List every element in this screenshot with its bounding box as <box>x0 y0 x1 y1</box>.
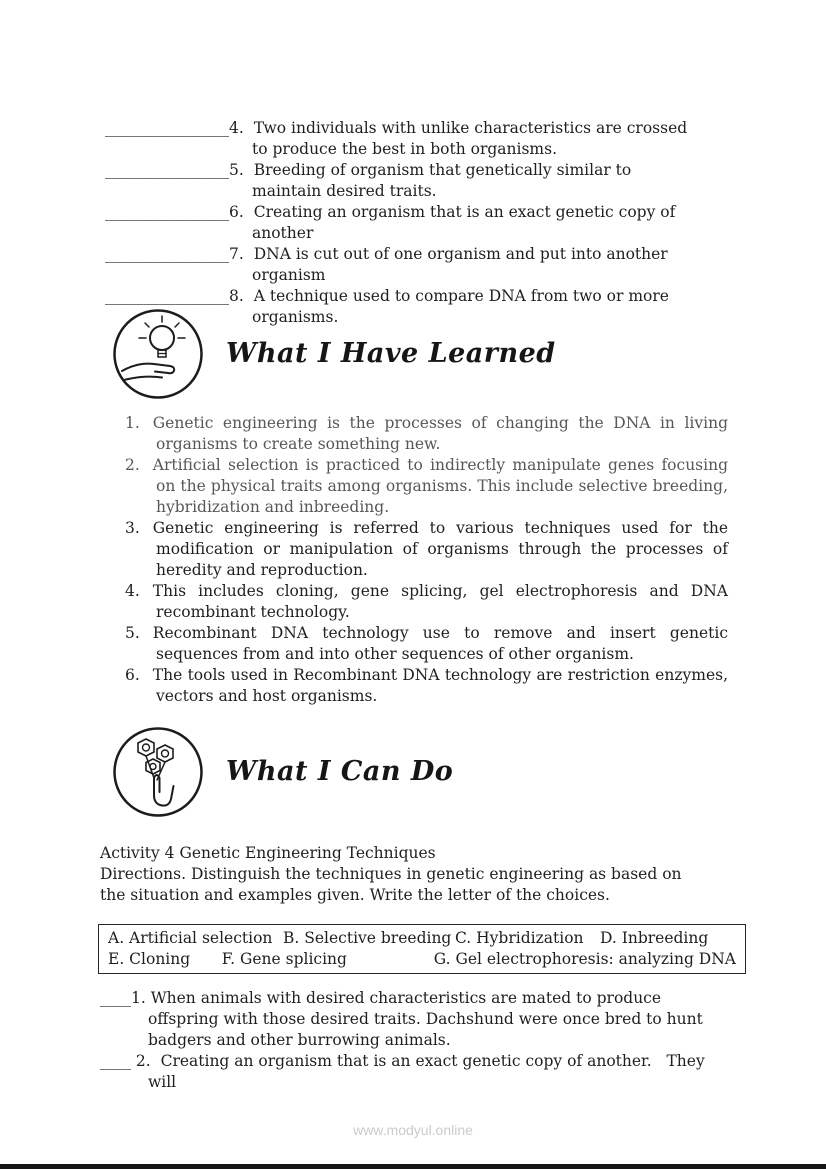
item-number: 4. <box>125 582 140 600</box>
item-number: 2. <box>125 456 140 474</box>
cando-header <box>112 726 453 818</box>
answer-blank: ____ <box>100 1052 131 1070</box>
item-text: Recombinant DNA technology use to remove and insert genetic sequences from and into other sequences of other organism. <box>152 624 728 663</box>
learned-item <box>125 623 728 665</box>
item-number: 1. <box>125 414 140 432</box>
item-number: 5. <box>125 624 140 642</box>
activity-title: Activity 4 Genetic Engineering Techniques <box>100 844 436 862</box>
fill-blank-item <box>105 118 705 160</box>
answer-blank: ____ <box>100 989 131 1007</box>
page-bottom-edge <box>0 1164 826 1169</box>
answer-blank: ________________ <box>105 119 229 137</box>
hand-flowers-icon <box>112 726 204 818</box>
item-text: When animals with desired characteristics are mated to produce offspring with those desired traits. Dachshund were once bred to hunt badgers and other burrowing animals. <box>148 989 708 1049</box>
choice-g: G. Gel electrophoresis: analyzing DNA <box>433 950 736 968</box>
item-number: 2. <box>131 1052 161 1070</box>
item-text: Genetic engineering is referred to various techniques used for the modification or manipulation of organisms through the processes of heredity and reproduction. <box>152 519 728 579</box>
item-number: 1. <box>131 989 151 1007</box>
answer-blank: ________________ <box>105 287 229 305</box>
choice-c: C. Hybridization <box>455 929 584 947</box>
item-number: 5. <box>229 161 244 179</box>
item-number: 6. <box>125 666 140 684</box>
learned-item <box>125 455 728 518</box>
item-number: 6. <box>229 203 244 221</box>
item-text: Two individuals with unlike characteristics are crossed to produce the best in both organisms. <box>252 119 688 158</box>
choice-a: A. Artificial selection <box>108 929 273 947</box>
watermark: www.modyul.online <box>353 1122 473 1138</box>
item-text: Creating an organism that is an exact genetic copy of another <box>252 203 676 242</box>
item-text: DNA is cut out of one organism and put into another organism <box>252 245 668 284</box>
learned-list <box>125 413 728 707</box>
question-item <box>100 1051 728 1093</box>
answer-blank: ________________ <box>105 161 229 179</box>
choices-row-1 <box>108 928 736 949</box>
choice-f: F. Gene splicing <box>221 950 347 968</box>
item-text: Genetic engineering is the processes of changing the DNA in living organisms to create something new. <box>152 414 728 453</box>
item-text: Artificial selection is practiced to indirectly manipulate genes focusing on the physical traits among organisms. This include selective breeding, hybridization and inbreeding. <box>152 456 728 516</box>
item-text: Creating an organism that is an exact genetic copy of another. They will <box>148 1052 710 1091</box>
lightbulb-hand-icon <box>112 308 204 400</box>
item-number: 3. <box>125 519 140 537</box>
choice-d: D. Inbreeding <box>600 929 709 947</box>
answer-blank: ________________ <box>105 203 229 221</box>
learned-heading: What I Have Learned <box>226 338 556 369</box>
fill-blank-item <box>105 160 705 202</box>
learned-item <box>125 665 728 707</box>
activity-questions <box>100 988 728 1093</box>
item-text: The tools used in Recombinant DNA technology are restriction enzymes, vectors and host organisms. <box>152 666 728 705</box>
learned-item <box>125 518 728 581</box>
cando-heading: What I Can Do <box>226 756 454 787</box>
choices-row-2 <box>108 949 736 970</box>
item-number: 4. <box>229 119 244 137</box>
question-item <box>100 988 728 1051</box>
fill-blank-item <box>105 202 705 244</box>
item-text: This includes cloning, gene splicing, gel electrophoresis and DNA recombinant technology. <box>152 582 728 621</box>
activity-intro <box>100 843 692 906</box>
activity-directions: Directions. Distinguish the techniques in genetic engineering as based on the situation and examples given. Write the letter of the choices. <box>100 865 682 904</box>
matching-section <box>105 118 705 328</box>
learned-item <box>125 413 728 455</box>
learned-item <box>125 581 728 623</box>
item-number: 8. <box>229 287 244 305</box>
learned-header <box>112 308 556 400</box>
answer-blank: ________________ <box>105 245 229 263</box>
fill-blank-item <box>105 244 705 286</box>
choice-e: E. Cloning <box>108 950 191 968</box>
item-number: 7. <box>229 245 244 263</box>
item-text: Breeding of organism that genetically similar to maintain desired traits. <box>252 161 632 200</box>
choices-box <box>98 924 746 974</box>
item-text: A technique used to compare DNA from two or more organisms. <box>252 287 669 326</box>
choice-b: B. Selective breeding <box>283 929 452 947</box>
